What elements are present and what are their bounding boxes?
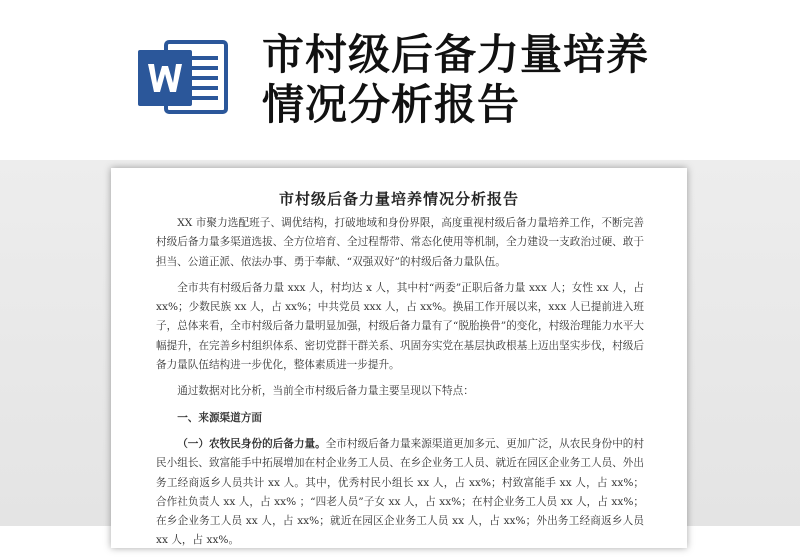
cover-header: [0, 0, 800, 160]
cover-title-line2: 情况分析报告: [262, 80, 521, 129]
document-body: [156, 214, 644, 558]
paragraph-item1: [156, 435, 644, 551]
document-title: 市村级后备力量培养情况分析报告: [278, 190, 519, 208]
cover-title-line1: 市村级后备力量培养: [262, 30, 650, 79]
document-page: [111, 168, 687, 548]
cover-title: [262, 30, 782, 130]
paragraph-intro: XX 市聚力选配班子、调优结构，打破地域和身份界限，高度重视村级后备力量培养工作，不断完善村级后备力量多渠道选拔、全方位培育、全过程帮带、常态化使用等机制，全力建设一支政治过硬、敢于担当、公道正派、依法办事、勇于奉献、“双强双好”的村级后备力量队伍。: [156, 217, 644, 268]
paragraph-overview: 全市共有村级后备力量 xxx 人，村均达 x 人，其中村“两委”正职后备力量 xxx 人；女性 xx 人，占 xx%；少数民族 xx 人，占 xx%；中共党员 xxx 人，占 xx%。换届工作开展以来，xxx 人已提前进入班子，总体来看，全市村级后备力量明显加强，村级后备力量有了“脱胎换骨”的变化，村级治理能力水平大幅提升，在完善乡村组织体系、密切党群干群关系、巩固夯实党在基层执政根基上迈出坚实步伐，村级后备力量队伍结构进一步优化，整体素质进一步提升。: [156, 281, 644, 372]
section-heading: 一、来源渠道方面: [177, 411, 262, 424]
paragraph-features: 通过数据对比分析，当前全市村级后备力量主要呈现以下特点：: [177, 385, 474, 398]
item1-lead: （一）农牧民身份的后备力量。: [177, 437, 326, 450]
item1-text: 全市村级后备力量来源渠道更加多元、更加广泛，从农民身份中的村民小组长、致富能手中拓展增加在村企业务工人员、在乡企业务工人员、就近在园区企业务工人员、外出务工经商返乡人员共计 xx 人。其中，优秀村民小组长 xx 人，占 xx%；村致富能手 xx 人，占 xx%；合作社负责人 xx 人，占 xx% ；“四老人员”子女 xx 人，占 xx%；在村企业务工人员 xx 人，占 xx%；在乡企业务工人员 xx 人，占 xx%；就近在园区企业务工人员 xx 人，占 xx%；外出务工经商返乡人员 xx 人，占 xx%。: [156, 437, 645, 547]
word-icon: [138, 38, 230, 116]
